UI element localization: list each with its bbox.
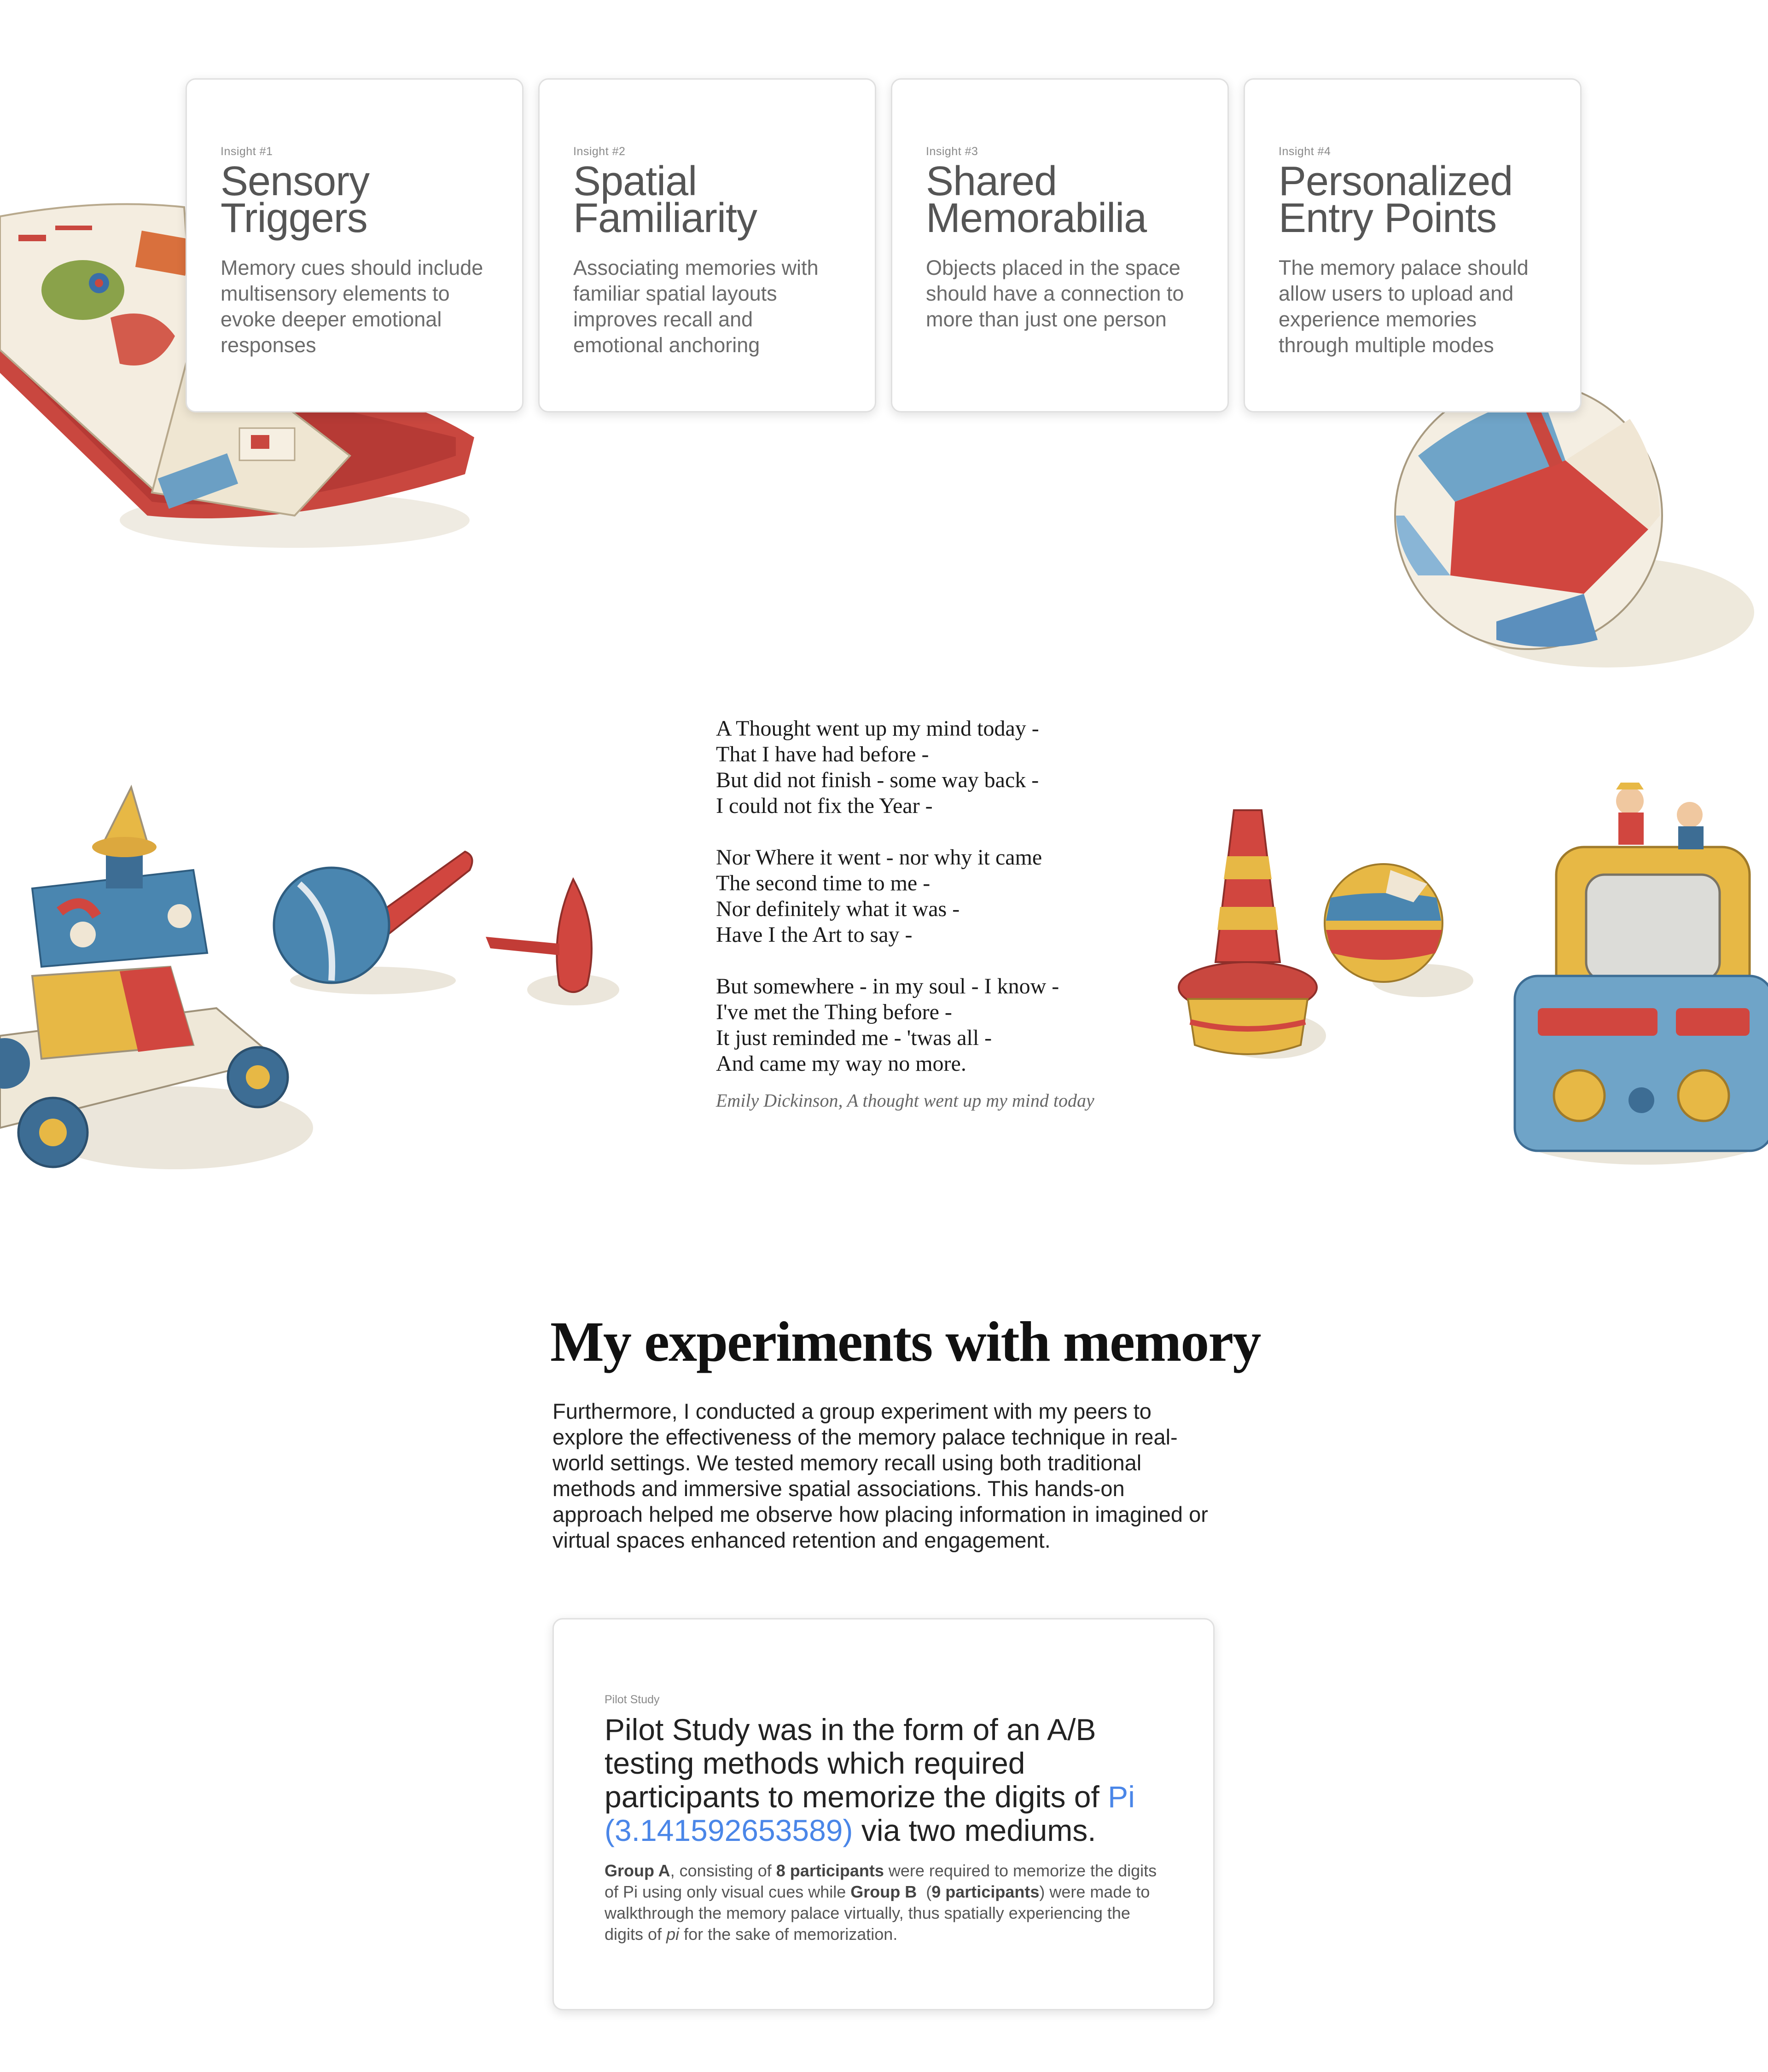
insight-title-line2: Entry Points <box>1279 195 1497 241</box>
pilot-detail-text: were required to memorize the digits of Pi using only visual cues while <box>605 1861 1157 1901</box>
poem-line: A Thought went up my mind today - <box>716 716 1039 741</box>
pilot-detail <box>605 1860 1167 1945</box>
pi-highlight: Pi (3.141592653589) <box>605 1780 1135 1847</box>
insight-title <box>926 158 1195 241</box>
spinning-top-illustration <box>481 875 619 1013</box>
poem-line: The second time to me - <box>716 871 931 895</box>
insight-title-line1: Shared <box>926 158 1057 204</box>
insight-title <box>221 158 490 241</box>
insight-title <box>573 158 843 241</box>
poem-stanza <box>716 845 1158 948</box>
poem-line: But did not finish - some way back - <box>716 768 1039 792</box>
insight-label: Insight #2 <box>573 145 626 158</box>
poem-line: But somewhere - in my soul - I know - <box>716 974 1059 998</box>
cone-stacker-illustration <box>1169 806 1326 1063</box>
insight-title-line2: Triggers <box>221 195 367 241</box>
poem-line: Nor Where it went - nor why it came <box>716 845 1042 870</box>
insight-title <box>1279 158 1548 241</box>
insight-title-line2: Familiarity <box>573 195 757 241</box>
poem-stanza <box>716 716 1158 819</box>
poem-line: And came my way no more. <box>716 1051 966 1076</box>
patchwork-ball-illustration <box>1390 377 1759 691</box>
rattle-illustration <box>267 842 479 999</box>
group-a-count: 8 participants <box>776 1861 884 1880</box>
insight-card-shared-memorabilia <box>891 78 1229 412</box>
pilot-heading-text: Pilot Study was in the form of an A/B testing methods which required participants to memorize the digits of <box>605 1712 1108 1814</box>
pilot-study-card <box>552 1618 1215 2010</box>
group-a-label: Group A <box>605 1861 670 1880</box>
poem <box>716 716 1158 1111</box>
poem-line: That I have had before - <box>716 742 929 766</box>
insight-label: Insight #4 <box>1279 145 1331 158</box>
insight-label: Insight #3 <box>926 145 978 158</box>
insight-text: The memory palace should allow users to upload and experience memories through multiple modes <box>1279 256 1529 357</box>
toy-tv-radio-illustration <box>1506 783 1768 1165</box>
insight-title-line1: Spatial <box>573 158 697 204</box>
insight-text: Memory cues should include multisensory elements to evoke deeper emotional responses <box>221 256 483 357</box>
pilot-detail-text: ( <box>917 1882 932 1901</box>
insight-card-spatial-familiarity <box>538 78 876 412</box>
toy-robot-car-illustration <box>0 778 313 1178</box>
pilot-detail-text: , consisting of <box>670 1861 776 1880</box>
insight-text: Objects placed in the space should have a connection to more than just one person <box>926 256 1184 331</box>
group-b-label: Group B <box>850 1882 917 1901</box>
poem-line: I could not fix the Year - <box>716 794 933 818</box>
pilot-detail-text: ) were made to walkthrough the memory palace virtually, thus spatially experiencing the digits of <box>605 1882 1150 1944</box>
poem-line: It just reminded me - 'twas all - <box>716 1026 992 1050</box>
pi-italic: pi <box>666 1925 680 1944</box>
pilot-heading <box>605 1713 1167 1847</box>
insight-label: Insight #1 <box>221 145 273 158</box>
poem-stanza <box>716 974 1158 1077</box>
section-body: Furthermore, I conducted a group experiment with my peers to explore the effectiveness of the memory palace technique in real-world settings. We tested memory recall using both traditional methods and immersive spatial associations. This hands-on approach helped me observe how placing information in imagined or virtual spaces enhanced retention and engagement. <box>552 1399 1208 1552</box>
pilot-label: Pilot Study <box>605 1693 660 1706</box>
poem-credit: Emily Dickinson, A thought went up my mind today <box>716 1090 1094 1111</box>
section-title: My experiments with memory <box>550 1310 1261 1373</box>
insight-title-line1: Personalized <box>1279 158 1513 204</box>
poem-line: Nor definitely what it was - <box>716 897 960 921</box>
insight-card-personalized-entry-points <box>1244 78 1582 412</box>
group-b-count: 9 participants <box>931 1882 1040 1901</box>
poem-line: I've met the Thing before - <box>716 1000 952 1024</box>
insight-text: Associating memories with familiar spatial layouts improves recall and emotional anchoring <box>573 256 819 357</box>
poem-line: Have I the Art to say - <box>716 923 913 947</box>
pilot-heading-tail: via two mediums. <box>853 1813 1096 1847</box>
insight-title-line1: Sensory <box>221 158 370 204</box>
insight-card-sensory-triggers <box>186 78 523 412</box>
insight-cards <box>186 78 1582 412</box>
small-ball-illustration <box>1321 856 1478 1004</box>
insight-title-line2: Memorabilia <box>926 195 1147 241</box>
pilot-detail-text: for the sake of memorization. <box>679 1925 898 1944</box>
